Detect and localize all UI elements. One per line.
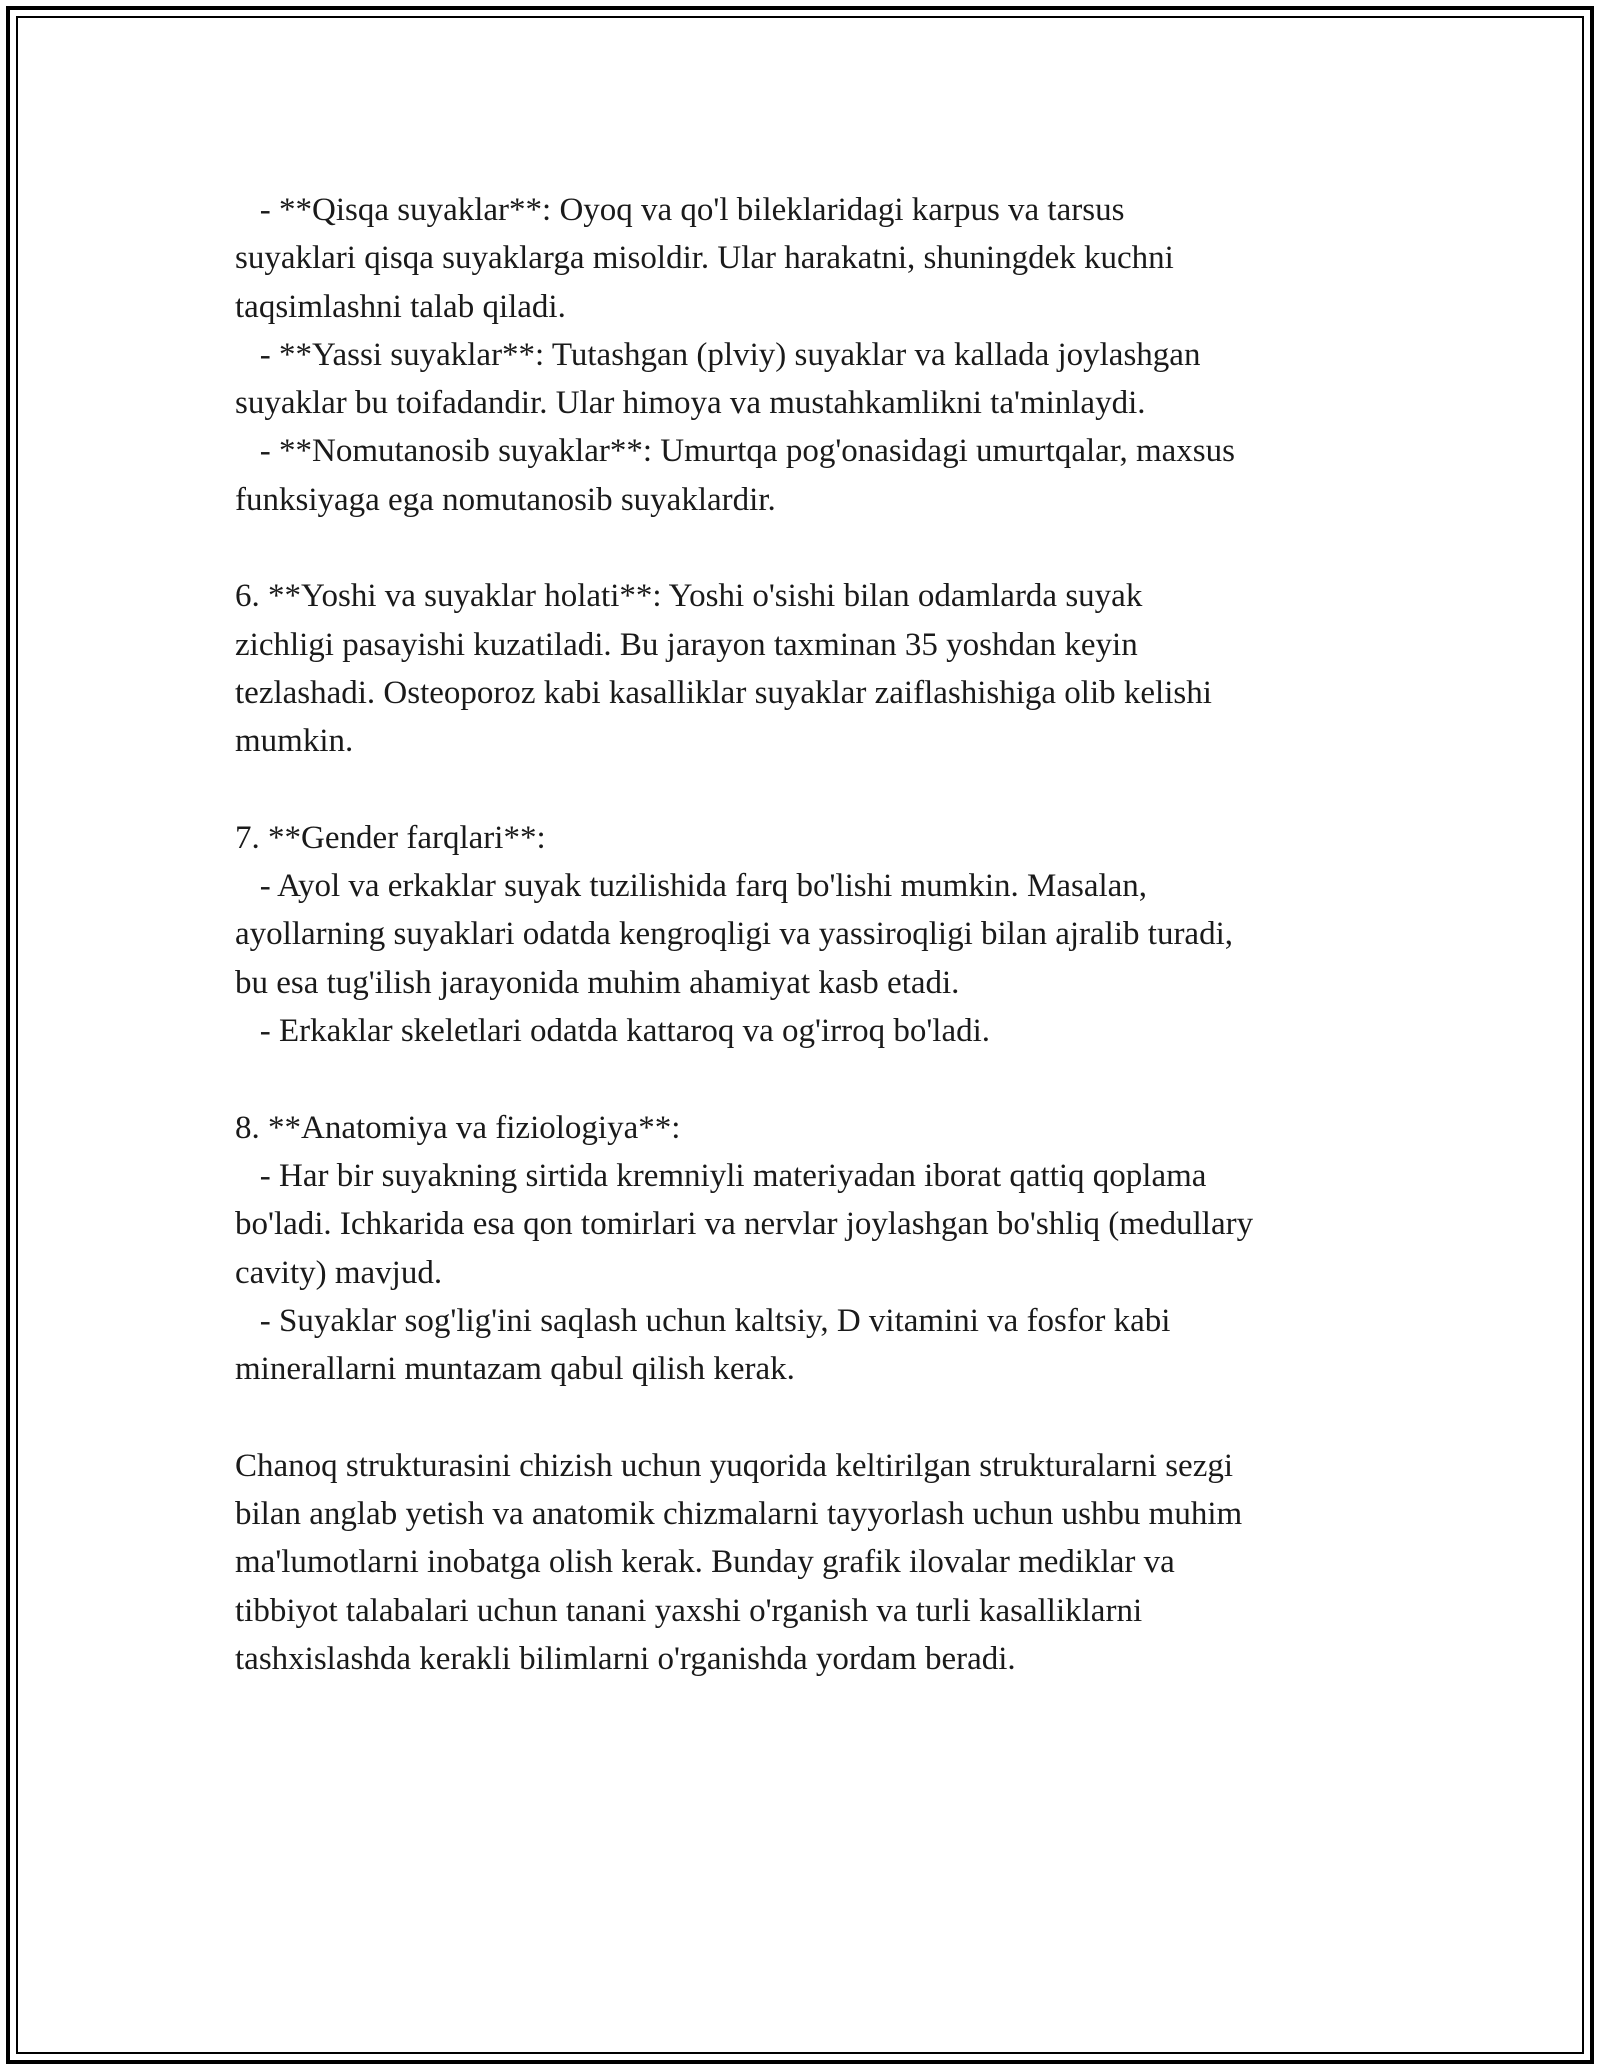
text-line: bu esa tug'ilish jarayonida muhim ahamiyat kasb etadi.	[235, 964, 960, 1001]
text-line: 6. **Yoshi va suyaklar holati**: Yoshi o'sishi bilan odamlarda suyak	[235, 578, 1143, 615]
paragraph-gap	[235, 766, 1395, 814]
text-line: bo'ladi. Ichkarida esa qon tomirlari va nervlar joylashgan bo'shliq (medullary	[235, 1206, 1254, 1243]
text-line: zichligi pasayishi kuzatiladi. Bu jarayon taxminan 35 yoshdan keyin	[235, 626, 1138, 663]
text-line: bilan anglab yetish va anatomik chizmalarni tayyorlash uchun ushbu muhim	[235, 1496, 1243, 1533]
text-line: tezlashadi. Osteoporoz kabi kasalliklar suyaklar zaiflashishiga olib kelishi	[235, 674, 1212, 711]
text-line: - **Nomutanosib suyaklar**: Umurtqa pog'onasidagi umurtqalar, maxsus	[235, 433, 1235, 470]
text-line: 7. **Gender farqlari**:	[235, 819, 546, 856]
paragraph-gap	[235, 524, 1395, 572]
text-line: taqsimlashni talab qiladi.	[235, 288, 566, 325]
text-line: funksiyaga ega nomutanosib suyaklardir.	[235, 481, 776, 518]
text-line: suyaklar bu toifadandir. Ular himoya va mustahkamlikni ta'minlaydi.	[235, 385, 1146, 422]
text-line: - **Yassi suyaklar**: Tutashgan (plviy) suyaklar va kallada joylashgan	[235, 336, 1201, 373]
text-line: 8. **Anatomiya va fiziologiya**:	[235, 1109, 681, 1146]
text-line: - Har bir suyakning sirtida kremniyli materiyadan iborat qattiq qoplama	[235, 1157, 1207, 1194]
text-line: - Suyaklar sog'lig'ini saqlash uchun kaltsiy, D vitamini va fosfor kabi	[235, 1302, 1171, 1339]
text-line: - Erkaklar skeletlari odatda kattaroq va og'irroq bo'ladi.	[235, 1013, 991, 1050]
text-line: - **Qisqa suyaklar**: Oyoq va qo'l bileklaridagi karpus va tarsus	[235, 192, 1125, 228]
text-line: ayollarning suyaklari odatda kengroqligi va yassiroqligi bilan ajralib turadi,	[235, 916, 1233, 953]
text-line: cavity) mavjud.	[235, 1254, 443, 1291]
text-line: - Ayol va erkaklar suyak tuzilishida farq bo'lishi mumkin. Masalan,	[235, 868, 1148, 905]
text-line: Chanoq strukturasini chizish uchun yuqorida keltirilgan strukturalarni sezgi	[235, 1447, 1234, 1484]
text-line: mumkin.	[235, 723, 354, 760]
text-line: minerallarni muntazam qabul qilish kerak.	[235, 1351, 795, 1388]
document-body	[235, 186, 1395, 1683]
text-line: tashxislashda kerakli bilimlarni o'rganishda yordam beradi.	[235, 1640, 1016, 1677]
text-line: tibbiyot talabalari uchun tanani yaxshi o'rganish va turli kasalliklarni	[235, 1592, 1143, 1629]
text-line: suyaklari qisqa suyaklarga misoldir. Ular harakatni, shuningdek kuchni	[235, 240, 1174, 277]
paragraph-gap	[235, 1393, 1395, 1441]
text-line: ma'lumotlarni inobatga olish kerak. Bunday grafik ilovalar mediklar va	[235, 1544, 1175, 1581]
paragraph-gap	[235, 1055, 1395, 1103]
